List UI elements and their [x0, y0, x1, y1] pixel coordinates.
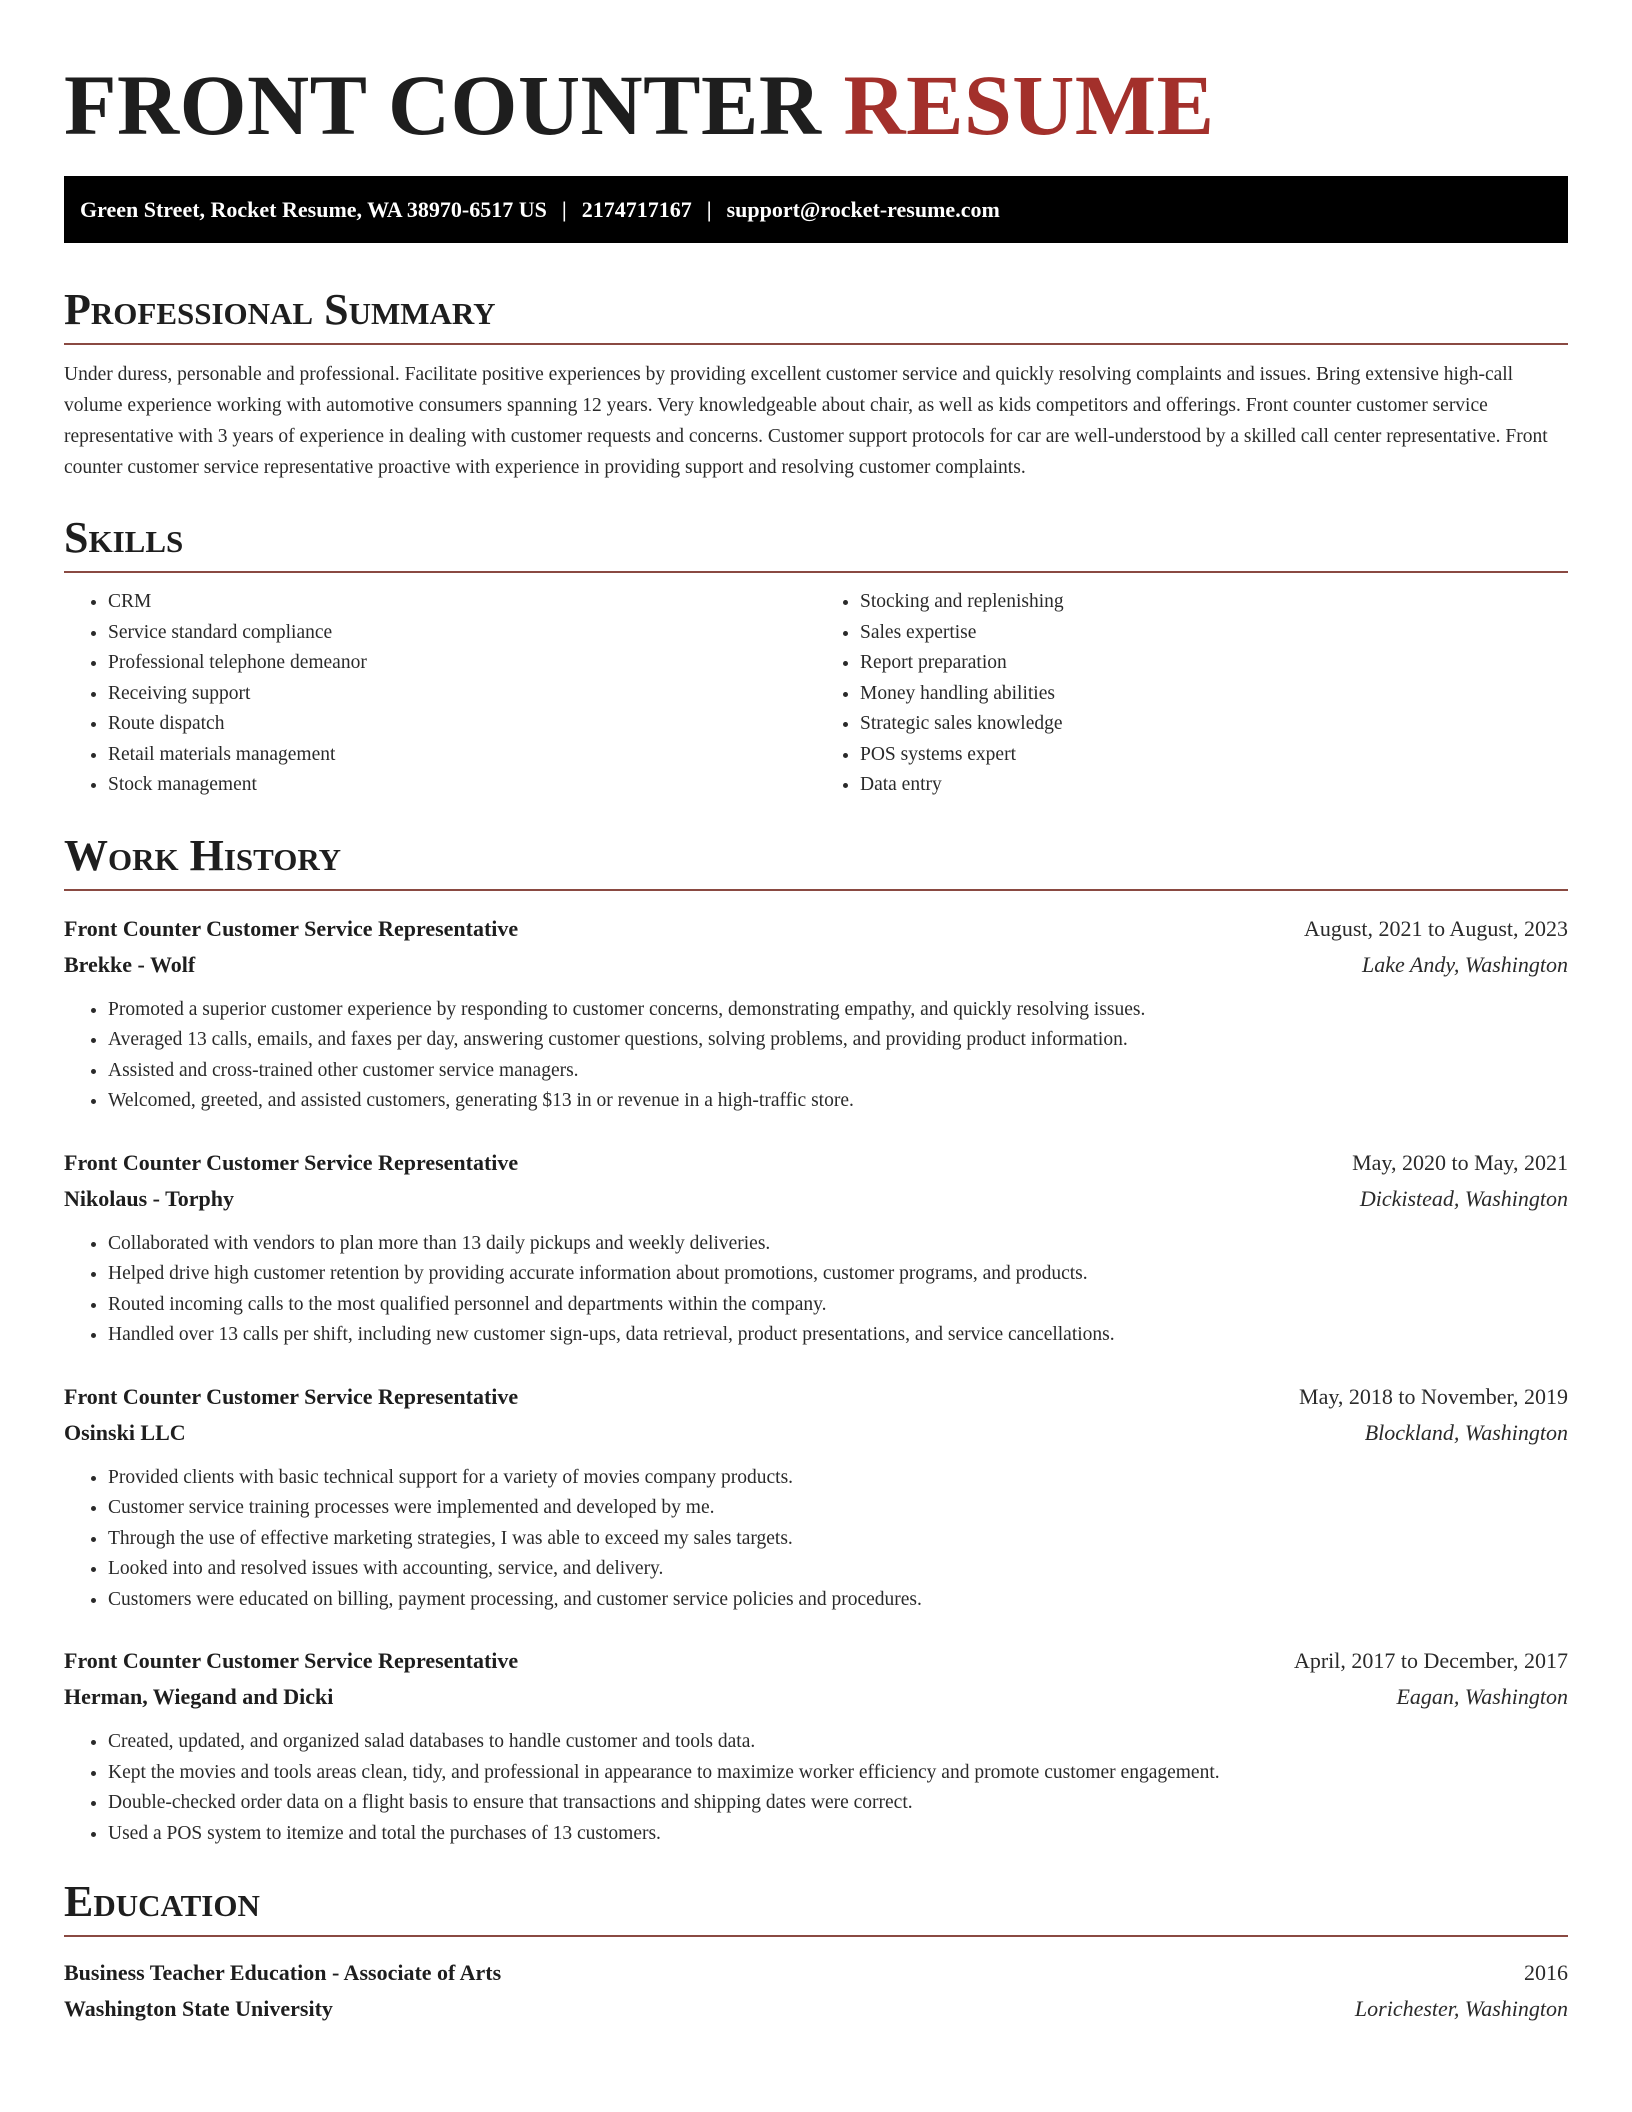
job-bullet: • Assisted and cross-trained other customer service managers. [108, 1056, 1568, 1087]
job-dates: May, 2018 to November, 2019 [1299, 1383, 1568, 1409]
work-history-heading: Work History [64, 829, 1568, 891]
job-bullet: • Helped drive high customer retention by providing accurate information about promotions, customer programs, and products. [108, 1259, 1568, 1290]
job-title: Front Counter Customer Service Representative [64, 1648, 519, 1673]
skill-item: • POS systems expert [860, 740, 1568, 771]
job-location: Dickistead, Washington [1359, 1185, 1568, 1211]
skill-item: • Retail materials management [108, 740, 816, 771]
skill-item: • Report preparation [860, 648, 1568, 679]
skill-item: • Route dispatch [108, 709, 816, 740]
education-location: Lorichester, Washington [1354, 1996, 1568, 2021]
job-location: Lake Andy, Washington [1362, 951, 1568, 977]
job-title: Front Counter Customer Service Representative [64, 1383, 519, 1409]
contact-email: support@rocket-resume.com [726, 197, 1000, 222]
job-bullet: • Promoted a superior customer experience by responding to customer concerns, demonstrating empathy, and quickly resolving issues. [108, 995, 1568, 1026]
skill-item: • Professional telephone demeanor [108, 648, 816, 679]
skills-list-left [64, 587, 816, 801]
skill-item: • Service standard compliance [108, 618, 816, 649]
job-location: Blockland, Washington [1364, 1419, 1568, 1445]
skill-item: • Sales expertise [860, 618, 1568, 649]
contact-separator: | [706, 197, 712, 222]
job-entry [64, 1145, 1568, 1351]
job-entry [64, 1643, 1568, 1849]
resume-title [64, 0, 1568, 158]
job-bullet: • Through the use of effective marketing strategies, I was able to exceed my sales targets. [108, 1524, 1568, 1555]
job-bullet: • Created, updated, and organized salad databases to handle customer and tools data. [108, 1727, 1568, 1758]
contact-separator: | [561, 197, 567, 222]
job-company: Nikolaus - Torphy [64, 1185, 234, 1211]
skill-item: • Data entry [860, 770, 1568, 801]
education-heading: Education [64, 1875, 1568, 1937]
job-bullet: • Routed incoming calls to the most qualified personnel and departments within the company. [108, 1290, 1568, 1321]
job-bullet: • Kept the movies and tools areas clean, tidy, and professional in appearance to maximize worker efficiency and promote customer engagement. [108, 1758, 1568, 1789]
skill-item: • CRM [108, 587, 816, 618]
job-company: Herman, Wiegand and Dicki [64, 1684, 334, 1709]
summary-heading: Professional Summary [64, 283, 1568, 345]
job-bullet: • Handled over 13 calls per shift, including new customer sign-ups, data retrieval, product presentations, and service cancellations. [108, 1320, 1568, 1351]
skill-item: • Strategic sales knowledge [860, 709, 1568, 740]
contact-address: Green Street, Rocket Resume, WA 38970-6517 US [80, 197, 547, 222]
title-main: FRONT COUNTER [64, 57, 822, 153]
skills-list-right [816, 587, 1568, 801]
job-bullet: • Collaborated with vendors to plan more than 13 daily pickups and weekly deliveries. [108, 1229, 1568, 1260]
job-bullet: • Double-checked order data on a flight basis to ensure that transactions and shipping dates were correct. [108, 1788, 1568, 1819]
job-title: Front Counter Customer Service Representative [64, 915, 519, 941]
skill-item: • Stock management [108, 770, 816, 801]
job-bullet: • Customers were educated on billing, payment processing, and customer service policies and procedures. [108, 1585, 1568, 1616]
job-dates: April, 2017 to December, 2017 [1293, 1648, 1568, 1673]
skill-item: • Stocking and replenishing [860, 587, 1568, 618]
job-company: Brekke - Wolf [64, 951, 196, 977]
job-location: Eagan, Washington [1396, 1684, 1568, 1709]
job-dates: May, 2020 to May, 2021 [1352, 1149, 1568, 1175]
education-degree: Business Teacher Education - Associate of Arts [64, 1960, 502, 1985]
skills-heading: Skills [64, 511, 1568, 573]
skills-columns [64, 587, 1568, 801]
skill-item: • Receiving support [108, 679, 816, 710]
job-bullet: • Averaged 13 calls, emails, and faxes per day, answering customer questions, solving problems, and providing product information. [108, 1025, 1568, 1056]
job-entry [64, 911, 1568, 1117]
job-bullet: • Used a POS system to itemize and total the purchases of 13 customers. [108, 1819, 1568, 1850]
summary-text: Under duress, personable and professional. Facilitate positive experiences by providing excellent customer service and quickly resolving complaints and issues. Bring extensive high-call volume experience working with automotive consumers spanning 12 years. Very knowledgeable about chair, as well as kids competitors and offerings. Front counter customer service representative with 3 years of experience in dealing with customer requests and concerns. Customer support protocols for car are well-understood by a skilled call center representative. Front counter customer service representative proactive with experience in providing support and resolving customer complaints. [64, 364, 1548, 478]
job-bullet: • Welcomed, greeted, and assisted customers, generating $13 in or revenue in a high-traffic store. [108, 1086, 1568, 1117]
job-entry [64, 1379, 1568, 1616]
skill-item: • Money handling abilities [860, 679, 1568, 710]
job-title: Front Counter Customer Service Representative [64, 1149, 519, 1175]
job-bullets [64, 995, 1568, 1117]
title-accent: RESUME [843, 57, 1215, 153]
job-bullets [64, 1463, 1568, 1616]
job-bullet: • Provided clients with basic technical support for a variety of movies company products. [108, 1463, 1568, 1494]
job-bullets [64, 1229, 1568, 1351]
job-bullets [64, 1727, 1568, 1849]
job-dates: August, 2021 to August, 2023 [1303, 915, 1568, 941]
contact-phone: 2174717167 [581, 197, 692, 222]
job-bullet: • Customer service training processes were implemented and developed by me. [108, 1493, 1568, 1524]
contact-bar [64, 176, 1568, 243]
education-year: 2016 [1524, 1960, 1568, 1985]
education-school: Washington State University [64, 1996, 333, 2021]
education-entry [64, 1955, 1568, 2027]
job-bullet: • Looked into and resolved issues with accounting, service, and delivery. [108, 1554, 1568, 1585]
job-company: Osinski LLC [64, 1419, 186, 1445]
